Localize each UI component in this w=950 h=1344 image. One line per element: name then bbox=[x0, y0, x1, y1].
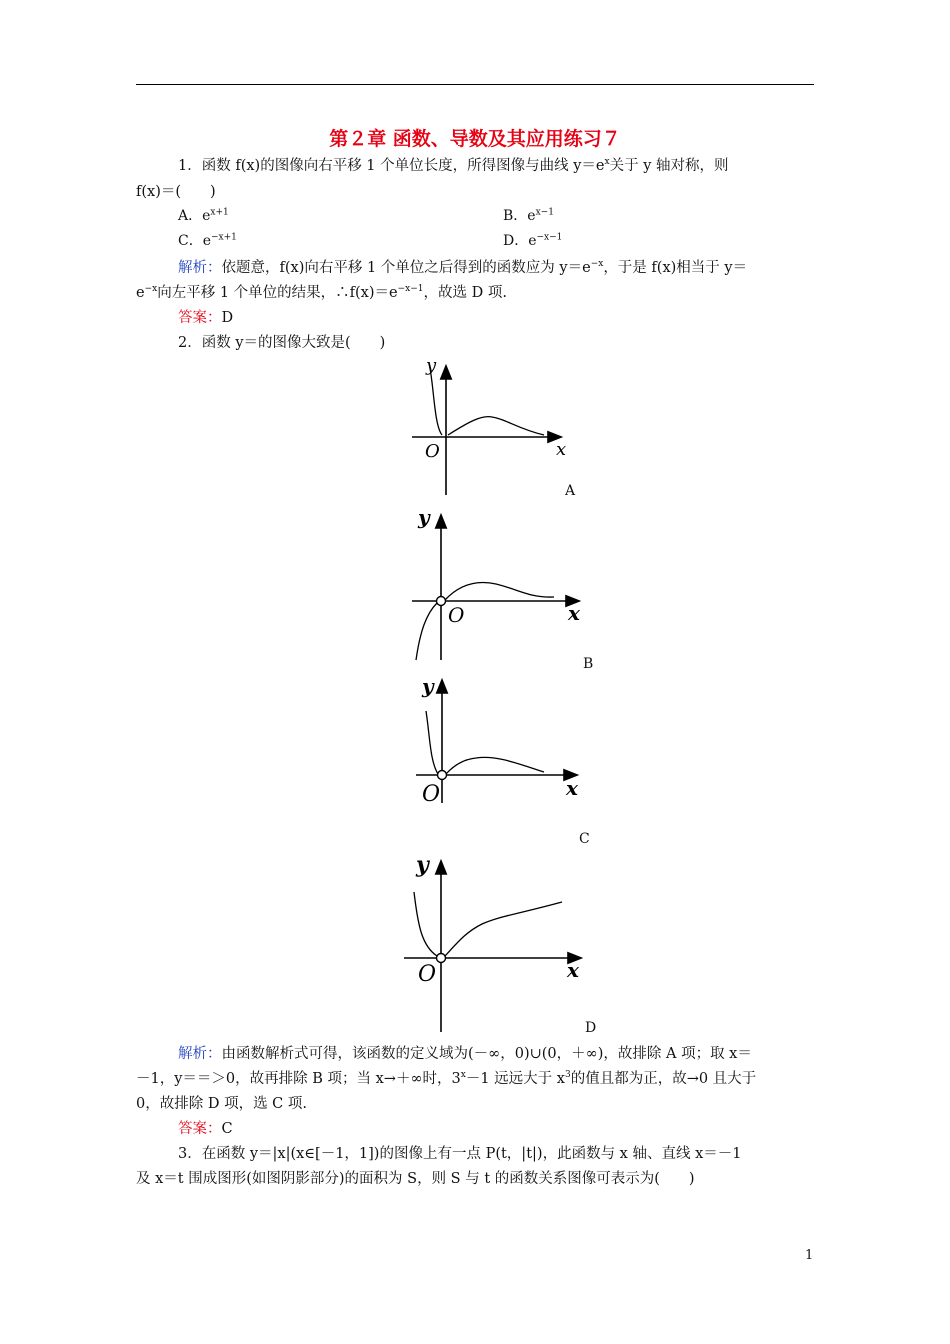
graph-a-label: A bbox=[565, 483, 576, 499]
answer-label: 答案： bbox=[178, 310, 222, 326]
analysis-label: 解析： bbox=[178, 260, 222, 276]
origin-label: O bbox=[448, 603, 465, 627]
header-rule bbox=[136, 84, 814, 85]
axis-x-label: x bbox=[566, 776, 578, 800]
q2-analysis-line2: －1，y＝＝＞0，故再排除 B 项；当 x→＋∞时，$3^x-1$ 远远大于 $x^3$的值且都为正，故→0 且大于 bbox=[136, 1070, 757, 1087]
graph-b bbox=[408, 502, 590, 667]
q1-analysis-line2: $e^{-x}$向左平移 1 个单位的结果，$\therefore f(x)=e^{-x-1}$，故选 D 项. bbox=[136, 284, 507, 301]
q2-analysis-line3: 0，故排除 D 项，选 C 项. bbox=[136, 1096, 307, 1112]
axis-y-label: y bbox=[426, 355, 437, 376]
q1-stem-line1: 1．函数 f(x)的图像向右平移 1 个单位长度，所得图像与曲线 $y=e^x$关于 y 轴对称，则 bbox=[178, 157, 729, 174]
axis-y-label: y bbox=[418, 505, 430, 529]
page-number: 1 bbox=[805, 1248, 814, 1263]
graph-b-label: B bbox=[583, 656, 594, 672]
q1-answer: 答案：D bbox=[178, 310, 234, 326]
origin-label: O bbox=[425, 441, 440, 462]
q3-stem-line2: 及 x＝t 围成图形(如图阴影部分)的面积为 S，则 S 与 t 的函数关系图像可表示为( ) bbox=[136, 1171, 695, 1187]
graph-d-label: D bbox=[585, 1020, 597, 1036]
analysis-label: 解析： bbox=[178, 1046, 222, 1062]
axis-y-label: y bbox=[422, 675, 434, 698]
graph-d bbox=[400, 850, 590, 1035]
axis-x-label: x bbox=[556, 439, 567, 460]
graph-a bbox=[410, 355, 580, 500]
page-title: 第２章 函数、导数及其应用练习７ bbox=[329, 128, 621, 150]
axis-y-label: y bbox=[416, 852, 429, 878]
q2-answer: 答案：C bbox=[178, 1121, 233, 1137]
q1-option-b: B．$e^{x-1}$ bbox=[503, 207, 554, 224]
q2-analysis-line1: 解析：由函数解析式可得，该函数的定义域为(－∞，0)∪(0，＋∞)，故排除 A 项；取 x＝ bbox=[178, 1046, 752, 1062]
q1-option-a: A．$e^{x+1}$ bbox=[178, 207, 229, 224]
axis-x-label: x bbox=[568, 601, 580, 625]
graph-c bbox=[412, 675, 584, 807]
graph-c-label: C bbox=[579, 831, 590, 847]
q1-option-d: D．$e^{-x-1}$ bbox=[503, 232, 563, 249]
origin-label: O bbox=[418, 962, 437, 987]
answer-label: 答案： bbox=[178, 1121, 222, 1137]
origin-label: O bbox=[422, 782, 441, 807]
q1-stem-line2: f(x)＝( ) bbox=[136, 184, 216, 200]
q1-analysis-line1: 解析：依题意，f(x)向右平移 1 个单位之后得到的函数应为 $y=e^{-x}$，于是 f(x)相当于 y＝ bbox=[178, 259, 748, 276]
q3-stem-line1: 3．在函数 y＝|x|(x∈[－1，1])的图像上有一点 P(t，|t|)，此函数与 x 轴、直线 x＝－1 bbox=[178, 1146, 742, 1162]
q1-option-c: C．$e^{-x+1}$ bbox=[178, 232, 237, 249]
q2-stem: 2．函数 y＝的图像大致是( ) bbox=[178, 335, 386, 351]
axis-x-label: x bbox=[567, 958, 579, 982]
